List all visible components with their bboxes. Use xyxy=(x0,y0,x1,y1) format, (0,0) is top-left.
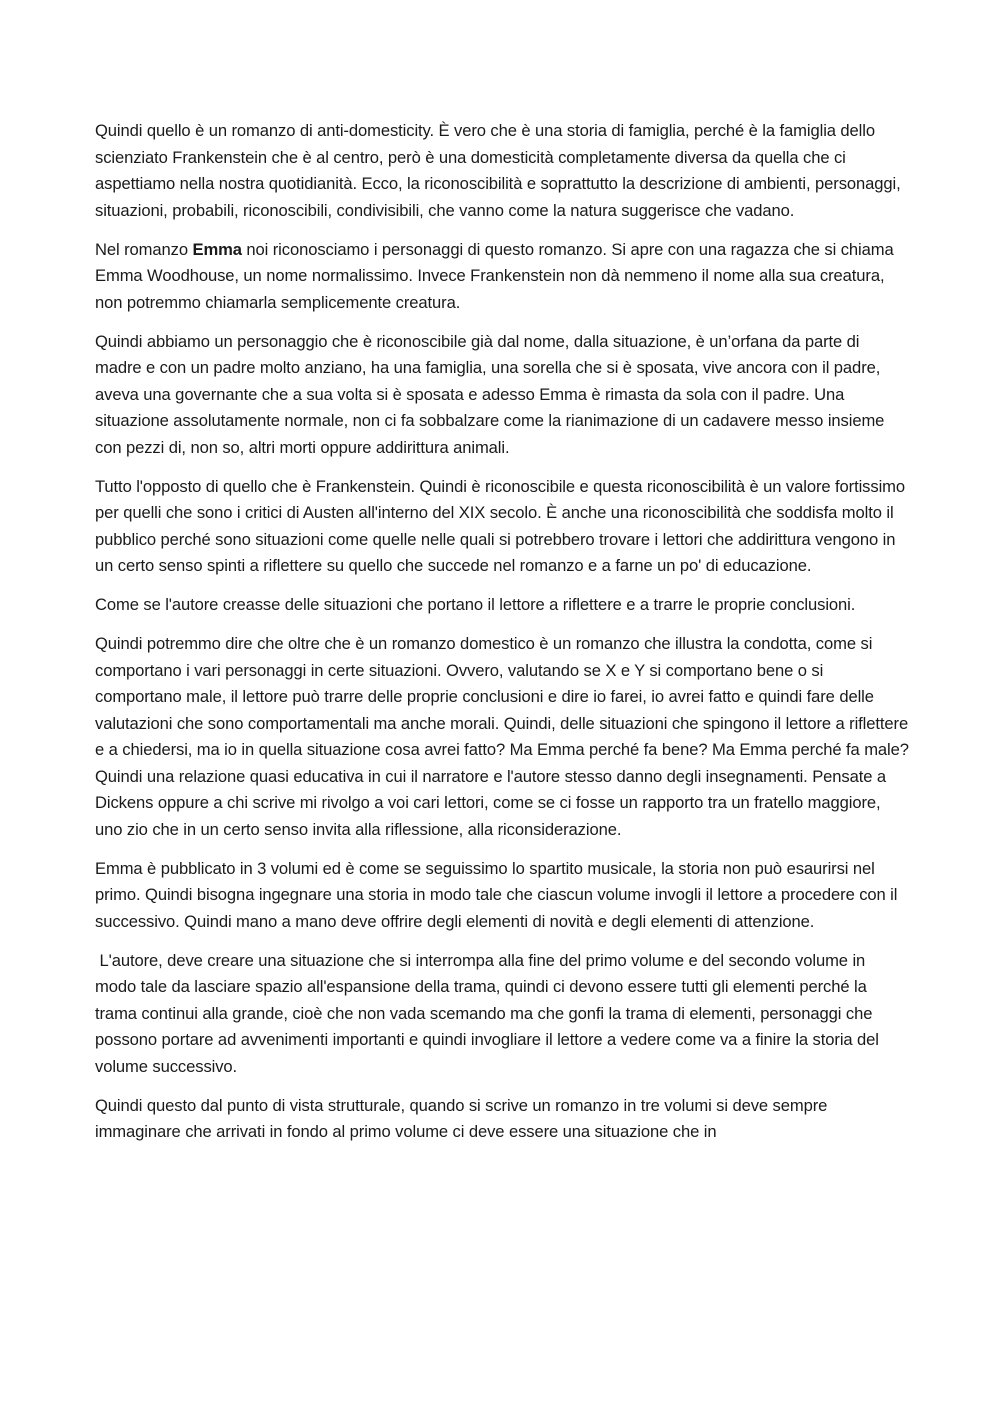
paragraph-1: Quindi quello è un romanzo di anti-domesticity. È vero che è una storia di famiglia, perché è la famiglia dello scienziato Frankenstein che è al centro, però è una domesticità completamente diversa da quella che ci aspettiamo nella nostra quotidianità. Ecco, la riconoscibilità e soprattutto la descrizione di ambienti, personaggi, situazioni, probabili, riconoscibili, condivisibili, che vanno come la natura suggerisce che vadano. xyxy=(95,121,901,220)
emma-title-bold: Emma xyxy=(192,239,242,259)
paragraph-8: L'autore, deve creare una situazione che si interrompa alla fine del primo volume e del secondo volume in modo tale da lasciare spazio all'espansione della trama, quindi ci devono essere tutti gli elementi perché la trama continui alla grande, cioè che non vada scemando ma che gonfi la trama di elementi, personaggi che possono portare ad avvenimenti importanti e quindi invogliare il lettore a vedere come va a finire la storia del volume successivo. xyxy=(95,950,884,1076)
paragraph-4: Tutto l'opposto di quello che è Frankenstein. Quindi è riconoscibile e questa riconoscibilità è un valore fortissimo per quelli che sono i critici di Austen all'interno del XIX secolo. È anche una riconoscibilità che soddisfa molto il pubblico perché sono situazioni come quelle nelle quali si potrebbero trovare i lettori che addirittura vengono in un certo senso spinti a riflettere su quello che succede nel romanzo e a farne un po' di educazione. xyxy=(95,476,906,575)
paragraph-2 xyxy=(95,237,910,317)
paragraph-3: Quindi abbiamo un personaggio che è riconoscibile già dal nome, dalla situazione, è un’orfana da parte di madre e con un padre molto anziano, ha una famiglia, una sorella che si è sposata, vive ancora con il padre, aveva una governante che a sua volta si è sposata e adesso Emma è rimasta da sola con il padre. Una situazione assolutamente normale, non ci fa sobbalzare come la rianimazione di un cadavere messo insieme con pezzi di, non so, altri morti oppure addirittura animali. xyxy=(95,331,885,457)
paragraph-7: Emma è pubblicato in 3 volumi ed è come se seguissimo lo spartito musicale, la storia non può esaurirsi nel primo. Quindi bisogna ingegnare una storia in modo tale che ciascun volume invogli il lettore a procedere con il successivo. Quindi mano a mano deve offrire degli elementi di novità e degli elementi di attenzione. xyxy=(95,858,898,931)
paragraph-2-before: Nel romanzo xyxy=(95,239,193,259)
paragraph-5: Come se l'autore creasse delle situazioni che portano il lettore a riflettere e a trarre le proprie conclusioni. xyxy=(95,595,856,614)
paragraph-6: Quindi potremmo dire che oltre che è un romanzo domestico è un romanzo che illustra la condotta, come si comportano i vari personaggi in certe situazioni. Ovvero, valutando se X e Y si comportano bene o si comportano male, il lettore può trarre delle proprie conclusioni e dire io farei, io avrei fatto e quindi fare delle valutazioni che sono comportamentali ma anche morali. Quindi, delle situazioni che spingono il lettore a riflettere e a chiedersi, ma io in quella situazione cosa avrei fatto? Ma Emma perché fa bene? Ma Emma perché fa male? Quindi una relazione quasi educativa in cui il narratore e l'autore stesso danno degli insegnamenti. Pensate a Dickens oppure a chi scrive mi rivolgo a voi cari lettori, come se ci fosse un rapporto tra un fratello maggiore, uno zio che in un certo senso invita alla riflessione, alla riconsiderazione. xyxy=(95,634,909,839)
paragraph-9: Quindi questo dal punto di vista strutturale, quando si scrive un romanzo in tre volumi si deve sempre immaginare che arrivati in fondo al primo volume ci deve essere una situazione che in xyxy=(95,1095,828,1141)
paragraph-2-after: noi riconosciamo i personaggi di questo romanzo. Si apre con una ragazza che si chiama Emma Woodhouse, un nome normalissimo. Invece Frankenstein non dà nemmeno il nome alla sua creatura, non potremmo chiamarla semplicemente creatura. xyxy=(95,239,894,312)
